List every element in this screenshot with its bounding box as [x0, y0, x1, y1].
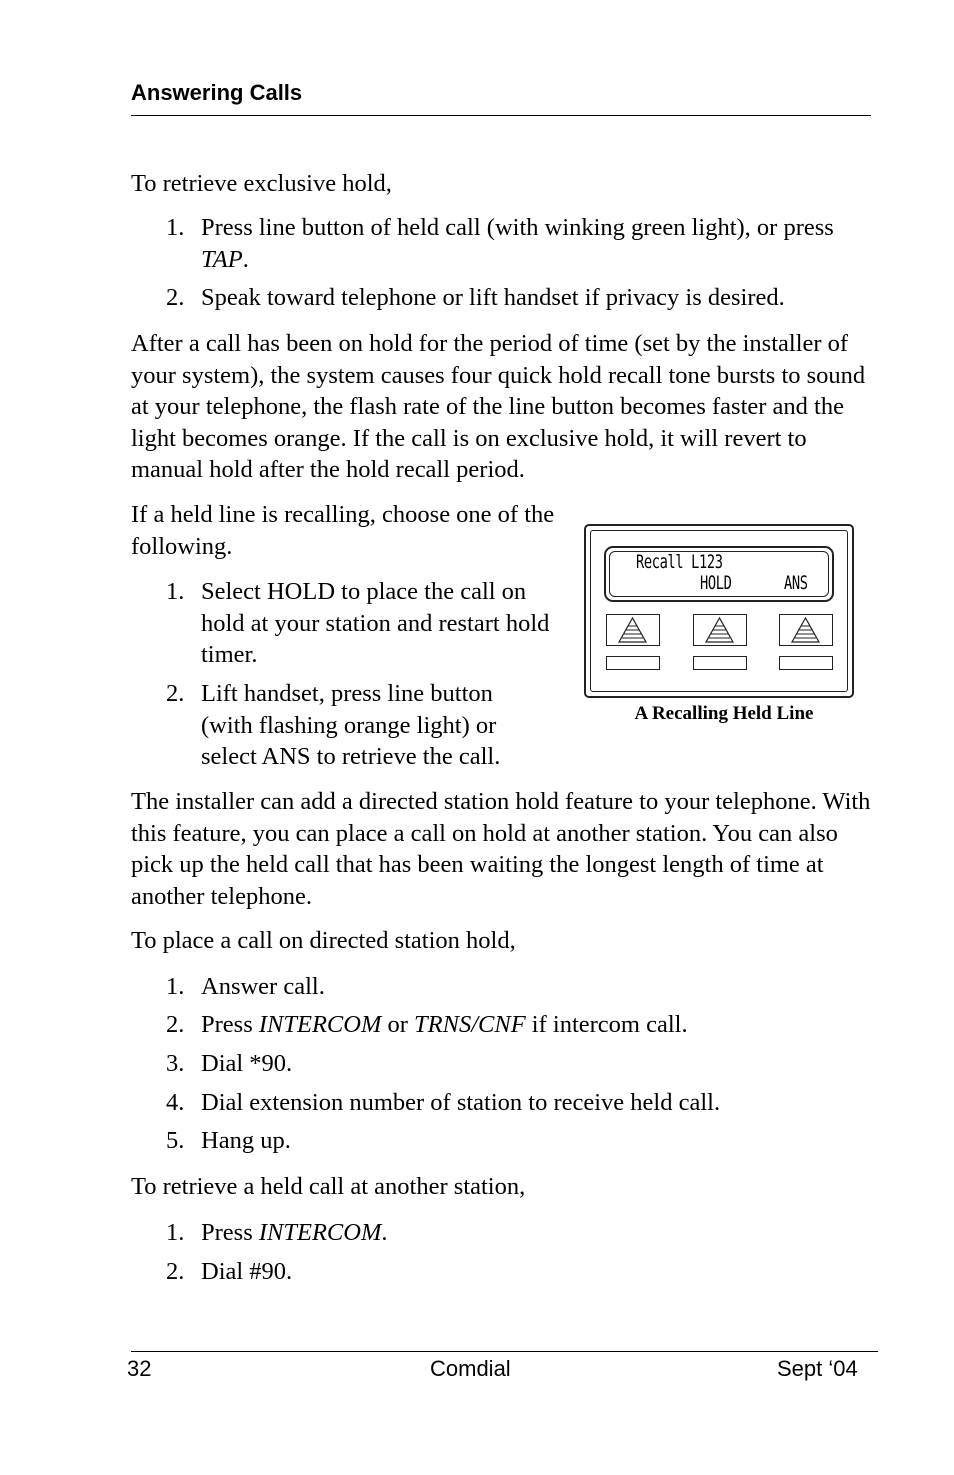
footer-brand: Comdial [430, 1356, 511, 1381]
softkey-3-label-strip [779, 656, 833, 670]
section-header: Answering Calls [131, 80, 303, 105]
retrieve-held-intro: To retrieve a held call at another station, [131, 1173, 526, 1200]
key-tap: TAP [201, 245, 243, 273]
footer-date: Sept ‘04 [777, 1356, 858, 1381]
recalling-intro: If a held line is recalling, choose one of the following. [131, 501, 555, 560]
lcd-hold-label: HOLD [700, 572, 732, 594]
softkey-3-icon [780, 615, 831, 644]
key-trns-cnf: TRNS/CNF [414, 1011, 526, 1038]
lcd-line-1: Recall L123 [636, 551, 723, 573]
header-rule [131, 115, 871, 116]
softkey-2[interactable] [693, 614, 747, 646]
softkey-3[interactable] [779, 614, 833, 646]
softkey-2-icon [694, 615, 745, 644]
figure-caption: A Recalling Held Line [634, 703, 814, 724]
manual-page: Answering Calls To retrieve exclusive hold, 1. Press line button of held call (with winking green light), or press TAP. 2. Speak toward telephone or lift handset if privacy is desired. After a call has been on hold for the period of time (set by the installer of your system), the system causes four quick hold recall tone bursts to sound at your telephone, the flash rate of the line button becomes faster and the light becomes orange. If the call is on exclusive hold, it will revert to manual hold after the hold recall period. If a held line is recalling, choose one of the following. 1. Select HOLD to place the call on hold at your station and restart hold timer. 2. Lift handset, press line button (with flashing orange light) or select ANS to retrieve the call. Recall L123 HOLD ANS A Recalling Held Line The installer can add a directed station hold feature to your telephone. With this feature, you can place a call on hold at another station. You can also pick up the held call that has been waiting the longest length of time at another telephone. To place a call on directed station hold, 1. Answer call. 2. Press INTERCOM or TRNS/CNF if intercom call. 3. Dial *90. 4. Dial extension number of station to receive held call. 5. Hang up. To retrieve a held call at another station, 1. Press INTERCOM. 2. Dial #90. 32 Comdial Sept ‘04 [0, 0, 954, 1475]
softkey-2-label-strip [693, 656, 747, 670]
lcd-display [604, 546, 834, 602]
directed-hold-intro: To place a call on directed station hold, [131, 927, 516, 954]
exclusive-hold-intro: To retrieve exclusive hold, [131, 170, 392, 197]
key-intercom: INTERCOM [258, 1011, 382, 1038]
lcd-ans-label: ANS [784, 572, 808, 594]
recall-paragraph: After a call has been on hold for the period of time (set by the installer of your system), the system causes four quick hold recall tone bursts to sound at your telephone, the flash rate of the line button becomes faster and the light becomes orange. If the call is on exclusive hold, it will revert to manual hold after the hold recall period. [131, 330, 866, 483]
directed-hold-paragraph: The installer can add a directed station hold feature to your telephone. With this feature, you can place a call on hold at another station. You can also pick up the held call that has been waiting the longest length of time at another telephone. [131, 788, 871, 910]
key-intercom: INTERCOM [258, 1219, 382, 1246]
softkey-1[interactable] [606, 614, 660, 646]
softkey-1-label-strip [606, 656, 660, 670]
phone-display-figure [584, 524, 854, 698]
softkey-1-icon [607, 615, 658, 644]
page-number: 32 [127, 1356, 152, 1381]
footer-rule [131, 1351, 878, 1352]
